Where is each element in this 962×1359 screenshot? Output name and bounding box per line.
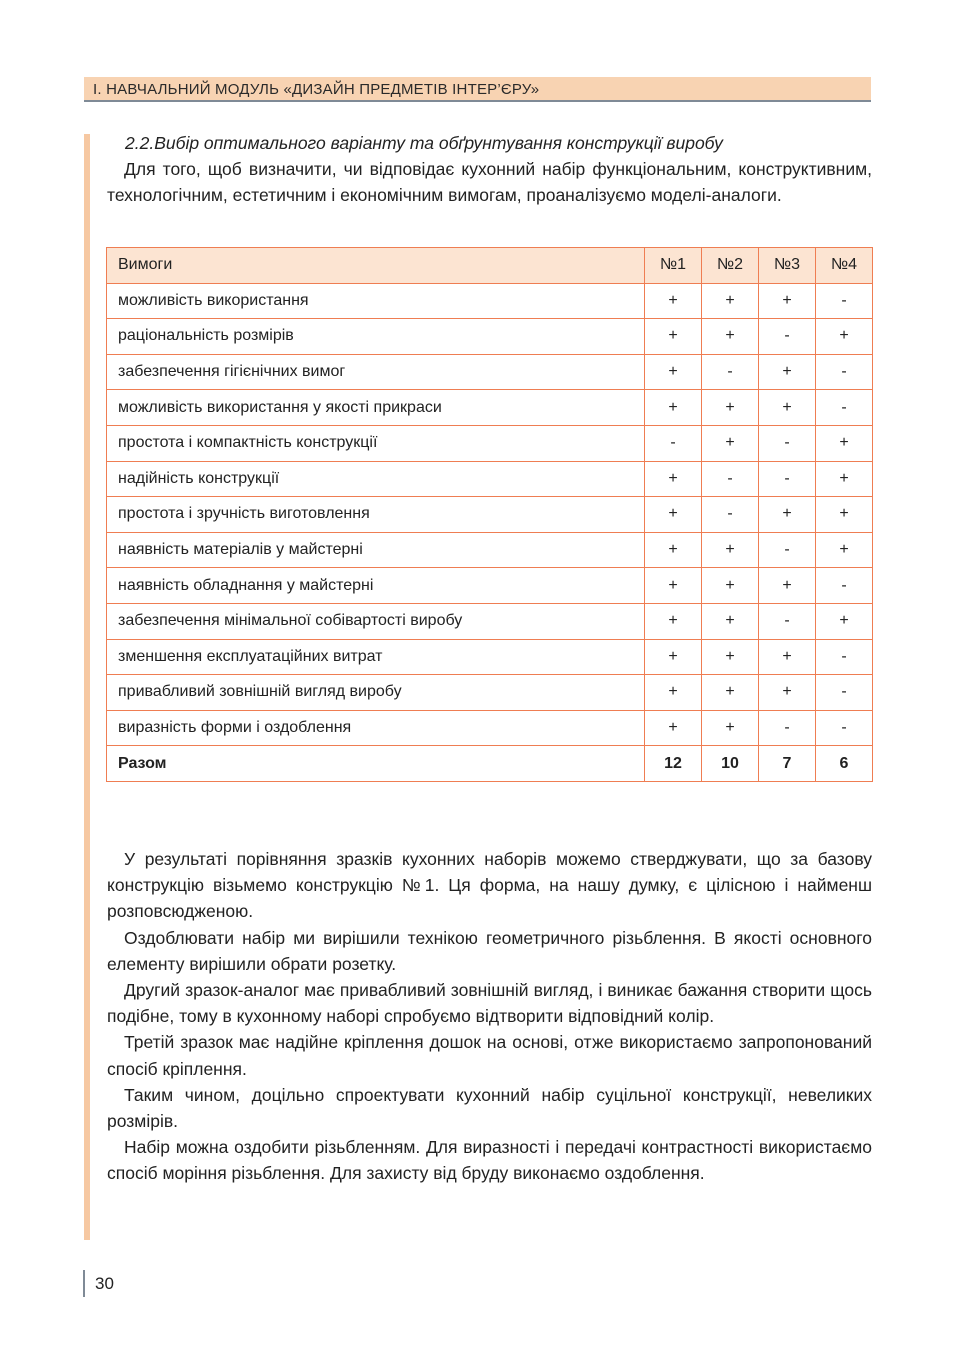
sample-mark-cell: +	[645, 675, 702, 711]
section-content	[107, 130, 872, 208]
paragraph: У результаті порівняння зразків кухонних наборів можемо стверджувати, що за базову конструкцію візьмемо конструкцію №1. Ця форма, на нашу думку, є цілісною і найменш розповсюдженою.	[107, 849, 872, 922]
sample-mark-cell: +	[645, 461, 702, 497]
sample-mark-cell: -	[816, 675, 873, 711]
sample-mark-cell: +	[759, 675, 816, 711]
sample-mark-cell: -	[702, 461, 759, 497]
sample-mark-cell: +	[645, 497, 702, 533]
requirement-cell: можливість використання у якості прикраси	[107, 390, 645, 426]
table-row	[107, 532, 873, 568]
sample-mark-cell: +	[702, 390, 759, 426]
requirement-cell: надійність конструкції	[107, 461, 645, 497]
paragraph: Набір можна оздобити різьбленням. Для виразності і передачі контрастності використаємо спосіб моріння різьблення. Для захисту від бруду виконаємо оздоблення.	[107, 1137, 872, 1184]
requirement-cell: виразність форми і оздоблення	[107, 710, 645, 746]
sample-mark-cell: +	[645, 568, 702, 604]
sample-mark-cell: +	[645, 283, 702, 319]
sample-mark-cell: -	[816, 354, 873, 390]
sample-mark-cell: -	[759, 603, 816, 639]
table-row	[107, 390, 873, 426]
table-row	[107, 568, 873, 604]
requirement-cell: раціональність розмірів	[107, 319, 645, 355]
table-row	[107, 461, 873, 497]
sample-mark-cell: +	[702, 675, 759, 711]
page-number: 30	[83, 1270, 114, 1297]
requirement-cell: можливість використання	[107, 283, 645, 319]
table-row	[107, 319, 873, 355]
sample-mark-cell: +	[759, 639, 816, 675]
sample-mark-cell: +	[702, 319, 759, 355]
sample-mark-cell: +	[759, 354, 816, 390]
sample-mark-cell: +	[702, 568, 759, 604]
sample-mark-cell: 6	[816, 746, 873, 782]
sample-mark-cell: +	[816, 603, 873, 639]
sample-mark-cell: +	[645, 710, 702, 746]
sample-mark-cell: -	[759, 532, 816, 568]
sample-mark-cell: +	[645, 354, 702, 390]
sample-mark-cell: +	[702, 532, 759, 568]
paragraph: Таким чином, доцільно спроектувати кухонний набір суцільної конструкції, невеликих розмірів.	[107, 1084, 872, 1132]
table-header-row	[107, 248, 873, 284]
requirements-table	[106, 247, 873, 782]
sample-mark-cell: +	[645, 603, 702, 639]
section-title: 2.2.Вибір оптимального варіанту та обґрунтування конструкції виробу	[125, 133, 723, 153]
requirement-cell: простота і компактність конструкції	[107, 425, 645, 461]
requirement-cell: простота і зручність виготовлення	[107, 497, 645, 533]
sample-mark-cell: +	[645, 532, 702, 568]
sample-mark-cell: 7	[759, 746, 816, 782]
sample-mark-cell: -	[759, 425, 816, 461]
sample-mark-cell: +	[816, 497, 873, 533]
sample-mark-cell: +	[816, 319, 873, 355]
intro-paragraph: Для того, щоб визначити, чи відповідає кухонний набір функціональним, конструктивним, технологічним, естетичним і економічним вимогам, проаналізуємо моделі-аналоги.	[107, 159, 872, 205]
sample-mark-cell: -	[702, 497, 759, 533]
sample-mark-cell: +	[702, 639, 759, 675]
sample-mark-cell: +	[702, 710, 759, 746]
requirement-cell: зменшення експлуатаційних витрат	[107, 639, 645, 675]
sample-mark-cell: №2	[702, 248, 759, 284]
sample-mark-cell: -	[759, 319, 816, 355]
sample-mark-cell: +	[702, 603, 759, 639]
section-accent-bar	[84, 134, 90, 1240]
sample-mark-cell: 12	[645, 746, 702, 782]
sample-mark-cell: +	[645, 639, 702, 675]
sample-mark-cell: №1	[645, 248, 702, 284]
sample-mark-cell: -	[759, 461, 816, 497]
paragraph: Оздоблювати набір ми вирішили технікою геометричного різьблення. В якості основного елементу вирішили обрати розетку.	[107, 927, 872, 974]
sample-mark-cell: -	[816, 639, 873, 675]
sample-mark-cell: -	[759, 710, 816, 746]
sample-mark-cell: 10	[702, 746, 759, 782]
sample-mark-cell: +	[816, 425, 873, 461]
paragraph: Третій зразок має надійне кріплення дошок на основі, отже використаємо запропонований спосіб кріплення.	[107, 1032, 872, 1079]
requirement-cell: Вимоги	[107, 248, 645, 284]
sample-mark-cell: -	[816, 390, 873, 426]
requirement-cell: забезпечення гігієнічних вимог	[107, 354, 645, 390]
sample-mark-cell: -	[816, 568, 873, 604]
table-row	[107, 354, 873, 390]
sample-mark-cell: +	[759, 390, 816, 426]
sample-mark-cell: +	[759, 568, 816, 604]
sample-mark-cell: -	[645, 425, 702, 461]
requirement-cell: Разом	[107, 746, 645, 782]
sample-mark-cell: +	[645, 390, 702, 426]
sample-mark-cell: +	[702, 425, 759, 461]
sample-mark-cell: -	[816, 710, 873, 746]
table-row	[107, 710, 873, 746]
table-row	[107, 283, 873, 319]
requirement-cell: забезпечення мінімальної собівартості виробу	[107, 603, 645, 639]
sample-mark-cell: +	[816, 461, 873, 497]
table-total-row	[107, 746, 873, 782]
conclusion-text	[107, 846, 872, 1187]
sample-mark-cell: +	[645, 319, 702, 355]
table-row	[107, 425, 873, 461]
requirement-cell: наявність обладнання у майстерні	[107, 568, 645, 604]
module-header: І. НАВЧАЛЬНИЙ МОДУЛЬ «ДИЗАЙН ПРЕДМЕТІВ ІНТЕР’ЄРУ»	[84, 77, 871, 102]
sample-mark-cell: +	[759, 283, 816, 319]
table-row	[107, 497, 873, 533]
sample-mark-cell: №4	[816, 248, 873, 284]
sample-mark-cell: +	[759, 497, 816, 533]
sample-mark-cell: +	[816, 532, 873, 568]
sample-mark-cell: -	[816, 283, 873, 319]
table-row	[107, 675, 873, 711]
requirement-cell: наявність матеріалів у майстерні	[107, 532, 645, 568]
table-row	[107, 639, 873, 675]
table-row	[107, 603, 873, 639]
sample-mark-cell: +	[702, 283, 759, 319]
sample-mark-cell: -	[702, 354, 759, 390]
paragraph: Другий зразок-аналог має привабливий зовнішній вигляд, і виникає бажання створити щось подібне, тому в кухонному наборі спробуємо відтворити відповідний колір.	[107, 980, 872, 1027]
sample-mark-cell: №3	[759, 248, 816, 284]
requirement-cell: привабливий зовнішній вигляд виробу	[107, 675, 645, 711]
